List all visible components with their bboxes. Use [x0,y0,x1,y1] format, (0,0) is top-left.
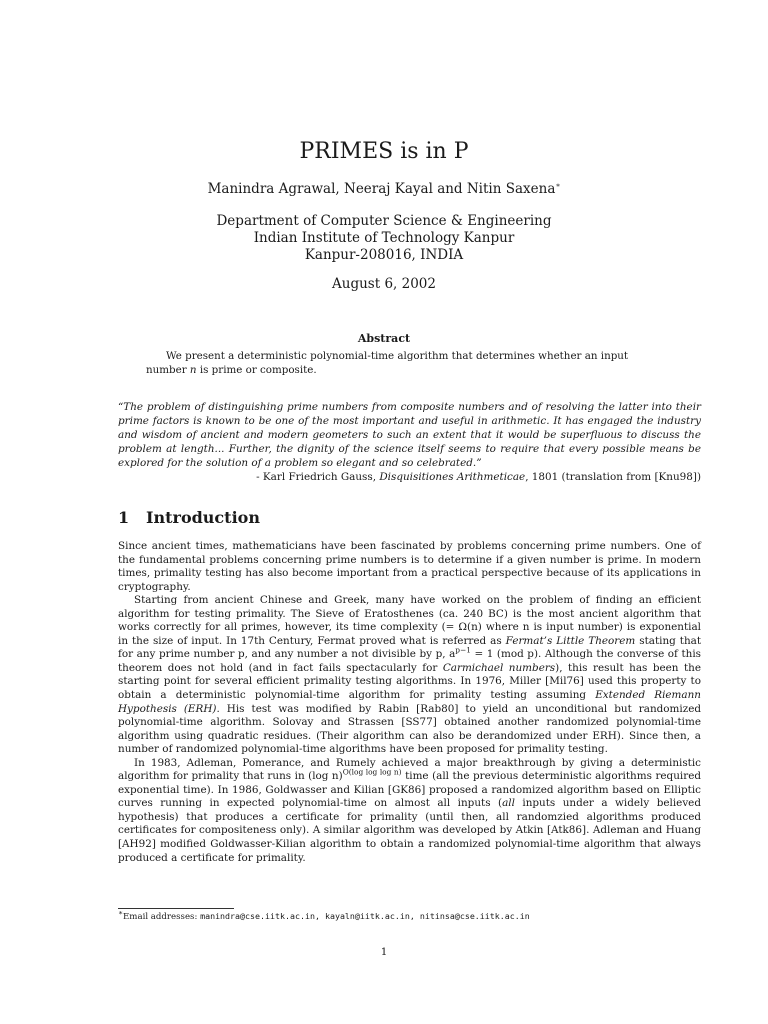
text-run: . His test was modified by Rabin [Rab80] to yield an unconditional but randomized polynomial-time algorithm. Solovay and Strassen [SS77] obtained another randomized polynomial-time algorithm using quadratic residues. (Their algorithm can also be derandomized under ERH). Since then, a number of randomized polynomial-time algorithms have been proposed for primality testing. [118,702,701,756]
footnote-emails: manindra@cse.iitk.ac.in, kayaln@iitk.ac.in, nitinsa@cse.iitk.ac.in [200,911,530,921]
epigraph-text: “The problem of distinguishing prime numbers from composite numbers and of resolving the latter into their prime factors is known to be one of the most important and useful in arithmetic. It has engaged the industry and wisdom of ancient and modern geometers to such an extent that it would be superfluous to discuss the problem at length... Further, the dignity of the science itself seems to require that every possible means be explored for the solution of a problem so elegant and so celebrated.” [118,401,701,469]
section-title: Introduction [146,508,260,527]
affiliation-dept: Department of Computer Science & Engineering [216,213,552,229]
abstract-var: n [189,364,197,376]
section-body [118,540,701,865]
emphasis: Carmichael numbers [442,661,556,674]
text-run: In 1983, Adleman, Pomerance, and Rumely achieved a major breakthrough by giving a deterministic algorithm for primality that runs in (log n) [118,756,701,783]
text-run: inputs under a widely believed hypothesis) that produces a certificate for primality (until then, all randomzied algorithms produced certificates for compositeness only). A similar algorithm was developed by Atkin [Atk86]. Adleman and Huang [AH92] modified Goldwasser-Kilian algorithm to obtain a randomized polynomial-time algorithm that always produced a certificate for primality. [118,797,701,864]
paper-title: PRIMES is in P [299,139,469,164]
abstract-heading: Abstract [357,332,411,345]
epigraph-attribution [118,470,701,484]
attribution-work: Disquisitiones Arithmeticae [379,471,526,483]
footnote-mark: ∗ [118,908,124,918]
paragraph [118,757,701,865]
footnote-rule [118,908,234,909]
abstract-text-part: is prime or composite. [196,364,317,376]
superscript: p−1 [455,645,471,655]
emphasis: Extended Riemann Hypothesis (ERH) [118,689,701,715]
page-number: 1 [380,946,388,958]
affiliation-institute: Indian Institute of Technology Kanpur [253,230,515,246]
paragraph [118,594,701,757]
emphasis: Fermat’s Little Theorem [505,634,636,647]
text-run: stating that for any prime number p, and any number a not divisible by p, a [118,634,702,661]
text-run: ), this result has been the starting point for several efficient primality testing algorithms. In 1976, Miller [Mil76] used this property to obtain a deterministic polynomial-time algorithm for primality testing assuming [118,661,701,702]
authors: Manindra Agrawal, Neeraj Kayal and Nitin Saxena [207,181,556,197]
affiliation [0,213,768,264]
footnote-label: Email addresses: [123,912,201,922]
section-heading [118,508,260,528]
attribution-prefix: - Karl Friedrich Gauss, [256,471,380,483]
epigraph [118,400,701,484]
abstract-text-part: We present a deterministic polynomial-time algorithm that determines whether an input number [146,350,629,376]
text-run: Starting from ancient Chinese and Greek, many have worked on the problem of finding an efficient algorithm for testing primality. The Sieve of Eratosthenes (ca. 240 BC) is the most ancient algorithm that works correctly for all primes, however, its time complexity (= Ω(n) where n is input number) is exponential in the size of input. In 17th Century, Fermat proved what is referred as [118,594,701,647]
author-footnote-mark: ∗ [555,180,561,190]
author-line [0,181,768,198]
emphasis: all [502,797,515,810]
abstract-text [146,349,670,377]
superscript: O(log log log n) [342,767,402,777]
footnote [118,908,530,923]
affiliation-address: Kanpur-208016, INDIA [304,247,464,263]
paragraph: Since ancient times, mathematicians have been fascinated by problems concerning prime numbers. One of the fundamental problems concerning prime numbers is to determine if a given number is prime. In modern times, primality testing has also become important from a practical perspective because of its applications in cryptography. [118,540,701,593]
text-run: time (all the previous deterministic algorithms required exponential time). In 1986, Goldwasser and Kilian [GK86] proposed a randomized algorithm based on Elliptic curves running in expected polynomial-time on almost all inputs ( [118,770,701,810]
text-run: = 1 (mod p). Although the converse of this theorem does not hold (and in fact fails spectacularly for [118,648,701,674]
section-number: 1 [118,508,130,527]
paper-date: August 6, 2002 [332,276,436,292]
attribution-suffix: , 1801 (translation from [Knu98]) [525,471,701,483]
